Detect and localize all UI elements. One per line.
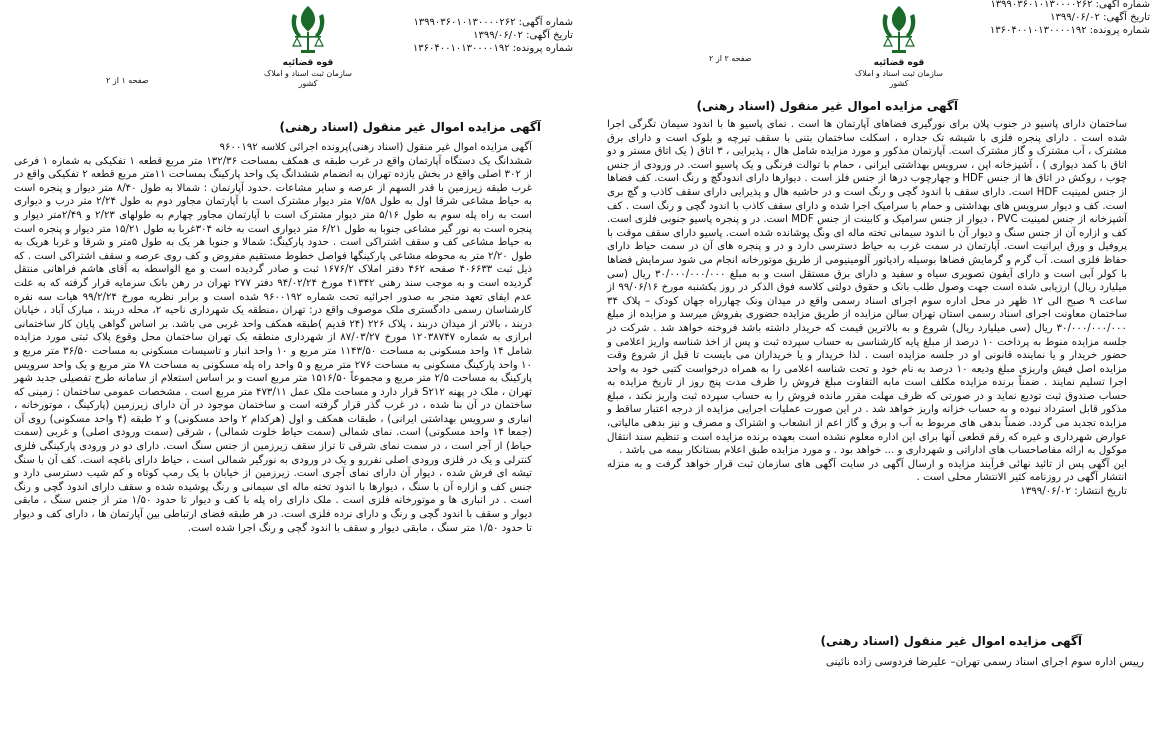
ad-meta <box>413 16 573 55</box>
ad-paragraph: این آگهی پس از تائید نهائی فرآیند مزایده و ارسال آگهی در سایت آگهی های سازمان ثبت قرار خواهد گرفت و به منزله انتشار آگهی در روزنامه کثیر الانتشار محلی است . <box>607 458 1127 484</box>
scales-of-justice-icon <box>285 2 331 58</box>
page-number: صفحه ۲ از ۲ <box>709 54 752 63</box>
ad-body <box>607 118 1127 499</box>
ad-paragraph: ششدانگ یک دستگاه آپارتمان واقع در غرب طبقه ی همکف بمساحت ۱۳۲/۳۶ متر مربع قطعه ۱ تفکیکی به شماره ۱ فرعی از ۳۰۲ اصلی واقع در بخش یازده تهران به انضمام ششدانگ یک واحد پارکینگ بمساحت ۱۱متر مربع قطعه ۲ تفکیکی واقع در غرب طبقه زیرزمین با قدر السهم از عرصه و سایر مشاعات .حدود آپارتمان : شمالا به طول ۸/۴۰ متر دیوار و پنجره است به حیاط مشاعی شرقا اول به طول ۷/۵۸ متر دیوار مشترک است با آپارتمان مجاور دوم به طول ۲/۲۴ متر درب و دیواری است به راه پله سوم به طول ۵/۱۶ متر دیوار مشترک است با آپارتمان مجاور چهارم به طولهای ۲/۲۳ و ۲/۴۹متر دیوار و پنجره است به نور گیر مشاعی جنوبا به طول ۶/۲۱ متر دیواری است به خانه ۳۰۴غربا به طول ۱۵/۲۱ متر دیوار و پنجره است به حیاط مشاعی کف و سقف اشتراکی است . حدود پارکینگ: شمالا و جنوبا هر یک به طول ۵متر و شرقا و غربا هریک به طول ۲/۲۰ متر به محوطه مشاعی پارکینگها فواصل خطوط مستقیم مفروض و کف روی عرصه و سقف اشتراکی است . که ذیل ثبت ۴۰۶۶۳۳ صفحه ۴۶۲ دفتر املاک ۱۶۷۶/۲ ثبت و صادر گردیده است و مع الواسطه به آقای هاشم فراهانی منتقل گردیده است و به موجب سند رهنی ۴۱۳۴۲ مورخ ۹۴/۰۲/۲۴ دفتر ۲۷۷ تهران در رهن بانک سرمایه قرار گرفته که به علت عدم ایفای تعهد منجر به صدور اجرائیه تحت شماره ۹۶۰۰۱۹۲ شده است و برابر نظریه مورخ ۹۹/۲/۲۴ هیات سه نفره کارشناسان رسمی دادگستری ملک موصوف واقع در: تهران ،منطقه یک شهرداری ناحیه ۲، محله دربند ، مبارک آباد ، خیابان دربند ، بالاتر از میدان دربند ، پلاک ۲۲۶ (۲۴ قدیم )طبقه همکف واحد غربی می باشد. بر اساس گواهی پایان کار ساختمانی ابرازی به شماره ۱۲۰۳۸۷۴۷ مورخ ۸۷/۰۳/۲۷ از شهرداری منطقه یک تهران ساختمان محل وقوع پلاک ثبتی مورد مزایده شامل ۱۴ واحد مسکونی به مساحت ۱۱۴۳/۵۰ متر مربع و ۱۰ واحد انبار و تاسیسات مسکونی به مساحت ۳۶/۵۰ متر مربع و ۱۰ واحد پارکینگ مسکونی به مساحت ۲۷۶ متر مربع و ۵ واحد راه پله مسکونی به مساحت ۷۸ متر مربع و یک واحد سرویس پارکینگ به مساحت ۲/۵ متر مربع و مجموعاً ۱۵۱۶/۵۰ متر مربع است و بر اساس استعلام از سامانه طرح تفصیلی جدید شهر تهران ، ملک در پهنه S۲۱۲ قرار دارد و مساحت ملک عمل ۴۷۳/۱۱ متر مربع است . مشخصات عمومی ساختمان : زمینی که ساختمان در آن بنا شده ، در غرب گذر قرار گرفته است و ساختمان موجود در آن دارای زیرزمین (پارکینگ ، موتورخانه ، انباری و سرویس بهداشتی ایرانی) ، طبقات همکف و اول (هرکدام ۲ واحد مسکونی) و ۲ طبقه (۴ واحد مسکونی) روی آن (جمعا ۱۴ واحد مسکونی) است. نمای شمالی (سمت حیاط خلوت شمالی) ، شرقی (سمت ورودی اصلی) و غربی (سمت حیاط) از آجر است ، در سمت نمای شرقی تا تراز سقف زیرزمین از جنس سنگ است. دارای دو در ورودی پارکینگی فلزی کنترلی و یک در فلزی ورودی اصلی نفررو و یک در ورودی به نورگیر شمالی است ، حیاط دارای باغچه است. کف آن با سنگ تیشه ای فرش شده ، دیوار آن دارای نمای آجری است. زیرزمین از خیابان با یک رمپ کوتاه و کم شیب دسترسی دارد و جنس کف و ازاره آن با سنگ ، دیوارها با اندود تخته ماله ای سیمانی و رنگ پوشیده شده و سقف دارای اندود گچی و رنگ است . در انباری ها و موتورخانه فلزی است . ملک دارای راه پله با کف و دیوار تا حدود ۱/۵۰ متر از جنس سنگ ، مابقی دیوار و سقف با اندود گچی و رنگ و دارای نرده فلزی است. در هر طبقه فضای ارتباطی بین آپارتمان ها ، دارای کف و دیوار تا حدود ۱/۵۰ متر سنگ ، مابقی دیوار و سقف با اندود گچی و رنگ اجرا شده است. <box>14 155 533 534</box>
signature-title: آگهی مزایده اموال غیر منقول (اسناد رهنی) <box>820 634 1082 648</box>
ad-date: تاریخ آگهی: ۱۳۹۹/۰۶/۰۲ <box>473 30 573 41</box>
ad-meta <box>990 0 1150 37</box>
ad-paragraph: تاریخ انتشار: ۱۳۹۹/۰۶/۰۲ <box>1020 486 1127 498</box>
judiciary-emblem <box>849 2 949 89</box>
ad-paragraph: آگهی مزایده اموال غیر منقول (اسناد رهنی)پرونده اجرائی کلاسه ۹۶۰۰۱۹۲ <box>219 142 532 153</box>
judiciary-emblem <box>258 2 358 89</box>
org-name: قوه قضائیه <box>873 58 925 68</box>
scales-of-justice-icon <box>876 2 922 58</box>
ad-title: آگهی مزایده اموال غیر منقول (اسناد رهنی) <box>696 99 958 113</box>
org-subtitle: سازمان ثبت اسناد و املاک کشور <box>264 69 352 88</box>
signature-line: رییس اداره سوم اجرای اسناد رسمی تهران– علیرضا فردوسی زاده نائینی <box>825 656 1144 668</box>
ad-number: شماره آگهی: ۱۳۹۹۰۳۶۰۱۰۱۳۰۰۰۰۲۶۲ <box>413 17 573 28</box>
file-number: شماره پرونده: ۱۳۶۰۴۰۰۱۰۱۳۰۰۰۰۱۹۲ <box>989 25 1150 36</box>
ad-date: تاریخ آگهی: ۱۳۹۹/۰۶/۰۲ <box>1050 12 1150 23</box>
ad-paragraph: ساختمان دارای پاسیو در جنوب پلان برای نورگیری فضاهای آپارتمان ها است . نمای پاسیو ها با اندود سیمان تگرگی اجرا شده است . دارای پنجره فلزی با شیشه تک جداره ، اسکلت ساختمان بتنی با سقف تیرچه و بلوک است و دارای برق مشترک ، آب مشترک و گاز مشترک است. آپارتمان مذکور و مورد مزایده شامل هال ، پذیرایی ، ۳ اتاق ( یک اتاق مستر و دو اتاق با کمد دیواری ) ، آشپزخانه اپن ، سرویس بهداشتی ایرانی ، حمام با توالت فرنگی و یک پاسیو است. در ورودی از جنس چوب ، روکش در اتاق ها از جنس HDF و چهارچوب درها از جنس فلز است . دیوارها دارای اندودگچ و رنگ است. کف فضاها از جنس لمینیت HDF است. دارای سقف با اندود گچی و رنگ است و در حاشیه هال و پذیرایی دارای سقف کاذب و گچ بری است. کف و دیوار سرویس های بهداشتی و حمام با سرامیک اجرا شده و دارای سقف کاذب با اندود گچی و رنگ است . کف آشپزخانه از جنس لمینیت PVC ، دیوار از جنس سرامیک و کابینت از جنس MDF است. در و پنجره پاسیو جنوبی فلزی است. کف و ازاره آن از جنس سنگ و دیوار آن با اندود سیمانی تخته ماله ای ونگ پوشانده شده است. پاسیو دارای سقف موقت با پروفیل و ورق ایرانیت است. آپارتمان در سمت غرب به حیاط دسترسی دارد و در و پنجره های آن در سمت حیاط دارای حفاظ فلزی است. آب گرم و گرمایش فضاها بوسیله رادیاتور آلومینیومی از طریق موتورخانه انجام می شود سرمایش فضاها با کولر آبی است و دارای آیفون تصویری سیاه و سفید و دارای برق مستقل است و به مبلغ ۳۰/۰۰۰/۰۰۰/۰۰۰ ریال (سی میلیارد ریال) ارزیابی شده است جهت وصول طلب بانک و حقوق دولتی کلاسه فوق الذکر در روز یکشنبه مورخ ۹۹/۰۶/۱۶ از ساعت ۹ صبح الی ۱۲ ظهر در محل اداره سوم اجرای اسناد رسمی واقع در میدان ونک چهارراه جهان کودک – پلاک ۳۴ ساختمان معاونت اجرای اسناد رسمی استان تهران سالن مزایده از طریق مزایده حضوری بفروش میرسد و مزایده از مبلغ ۳۰/۰۰۰/۰۰۰/۰۰۰ ریال (سی میلیارد ریال) شروع و به بالاترین قیمت که خریدار داشته باشد فروخته خواهد شد . شرکت در جلسه مزایده منوط به پرداخت ۱۰ درصد از مبلغ پایه کارشناسی به حساب سپرده ثبت و پس از اخذ شناسه واریز اعلامی و حضور خریدار و یا نماینده قانونی او در جلسه مزایده است . لذا خریدار و یا خریداران می بایست تا قبل از شروع وقت مزایده اصل فیش واریزی مبلغ ودیعه ۱۰ درصد به نام خود و تحت شناسه اعلامی را به همراه درخواست کتبی خود به واحد اجرا تسلیم نمایند . ضمناً برنده مزایده مکلف است مابه التفاوت مبلغ فروش را ظرف مدت پنج روز از تاریخ مزایده به حساب صندوق ثبت تودیع نماید و در صورتی که ظرف مهلت مقرر مانده فروش را به حساب سپرده ثبت واریز نکند ، مبلغ مذکور قابل استرداد نبوده و به حساب خزانه واریز خواهد شد . در این صورت عملیات اجرایی مزایده از درجه اعتبار ساقط و مزایده تجدید می گردد. ضمناً بدهی های مربوط به آب و برق و گاز اعم از انشعاب و اشتراک و مصرف و نیز بدهی مالیاتی، عوارض شهرداری و غیره که رقم قطعی آنها برای این اداره معلوم نشده است بعهده برنده مزایده است و تنظیم سند انتقال موکول به ارائه مفاصاحساب های اداراتی و شهرداری و ... خواهد بود . و مورد مزایده طبق اعلام بستانکار بیمه می باشد . <box>607 119 1128 457</box>
org-name: قوه قضائیه <box>282 58 334 68</box>
ad-title: آگهی مزایده اموال غیر منقول (اسناد رهنی) <box>279 120 541 134</box>
page-number: صفحه ۱ از ۲ <box>106 76 149 85</box>
ad-number: شماره آگهی: ۱۳۹۹۰۳۶۰۱۰۱۳۰۰۰۰۲۶۲ <box>990 0 1150 10</box>
file-number: شماره پرونده: ۱۳۶۰۴۰۰۱۰۱۳۰۰۰۰۱۹۲ <box>412 43 573 54</box>
org-subtitle: سازمان ثبت اسناد و املاک کشور <box>855 69 943 88</box>
page-2 <box>577 0 1154 732</box>
ad-body <box>14 141 532 535</box>
